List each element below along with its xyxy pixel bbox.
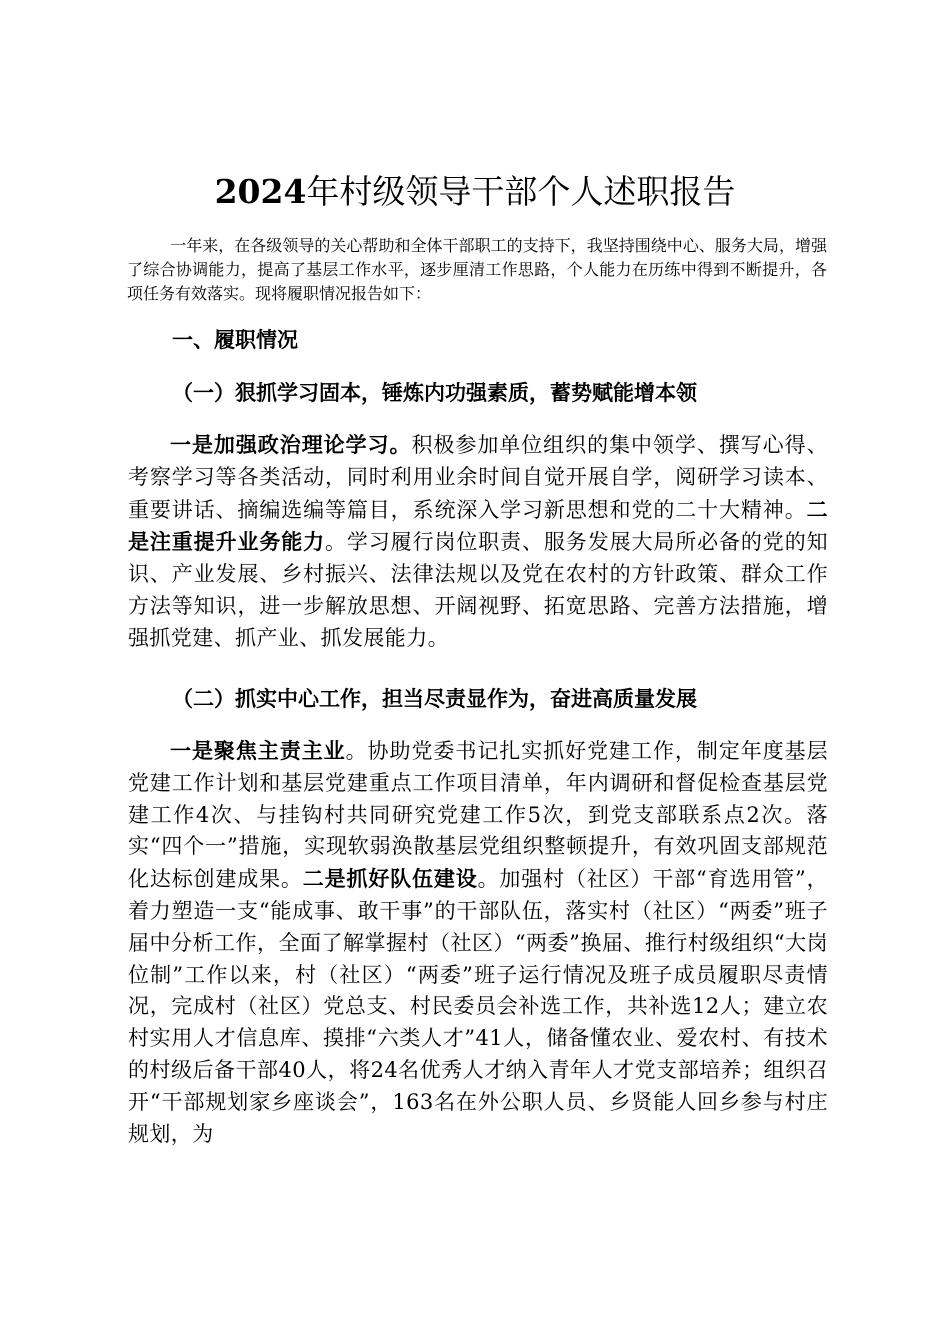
subsection-heading-study: （一）狠抓学习固本，锤炼内功强素质，蓄势赋能增本领 [172, 380, 697, 405]
paragraph-text: 。协助党委书记扎实抓好党建工作，制定年度基层党建工作计划和基层党建重点工作项目清单，年内调研和督促检查基层党建工作4次、与挂钩村共同研究党建工作5次，到党支部联系点2次。落实“四个一”措施，实现软弱涣散基层党组织整顿提升，有效巩固支部规范化达标创建成果。 [128, 739, 828, 892]
paragraph-lead: 一是聚焦主责主业 [170, 738, 346, 763]
paragraph-text: 。加强村（社区）干部“育选用管”，着力塑造一支“能成事、敢干事”的干部队伍，落实村（社区）“两委”班子届中分析工作，全面了解掌握村（社区）“两委”换届、推行村级组织“大岗位制”工作以来，村（社区）“两委”班子运行情况及班子成员履职尽责情况，完成村（社区）党总支、村民委员会补选工作，共补选12人；建立农村实用人才信息库、摸排“六类人才”41人，储备懂农业、爱农村、有技术的村级后备干部40人，将24名优秀人才纳入青年人才党支部培养；组织召开“干部规划家乡座谈会”，163名在外公职人员、乡贤能人回乡参与村庄规划，为 [128, 867, 828, 1146]
title-text: 年村级领导干部个人述职报告 [306, 172, 736, 211]
title-year: 2024 [214, 172, 307, 211]
paragraph-lead: 一是加强政治理论学习。 [170, 432, 412, 457]
paragraph-central-work [128, 735, 828, 1150]
paragraph-text: 积极参加单位组织的集中领学、撰写心得、考察学习等各类活动，同时利用业余时间自觉开展自学，阅研学习读本、重要讲话、摘编选编等篇目，系统深入学习新思想和党的二十大精神。 [128, 433, 828, 522]
paragraph-study [128, 429, 828, 655]
paragraph-lead: 二是抓好队伍建设 [302, 866, 478, 892]
intro-paragraph: 一年来，在各级领导的关心帮助和全体干部职工的支持下，我坚持围绕中心、服务大局，增强了综合协调能力，提高了基层工作水平，逐步厘清工作思路，个人能力在历练中得到不断提升，各项任务有效落实。现将履职情况报告如下： [127, 236, 827, 303]
page-title [0, 170, 950, 214]
paragraph-text: 。学习履行岗位职责、服务发展大局所必备的党的知识、产业发展、乡村振兴、法律法规以及党在农村的方针政策、群众工作方法等知识，进一步解放思想、开阔视野、拓宽思路、完善方法措施，增强抓党建、抓产业、抓发展能力。 [128, 530, 828, 650]
section-heading-performance: 一、履职情况 [172, 327, 298, 352]
subsection-heading-central-work: （二）抓实中心工作，担当尽责显作为，奋进高质量发展 [172, 686, 697, 711]
paragraph-lead: 二是注重提升业务能力 [128, 496, 828, 555]
